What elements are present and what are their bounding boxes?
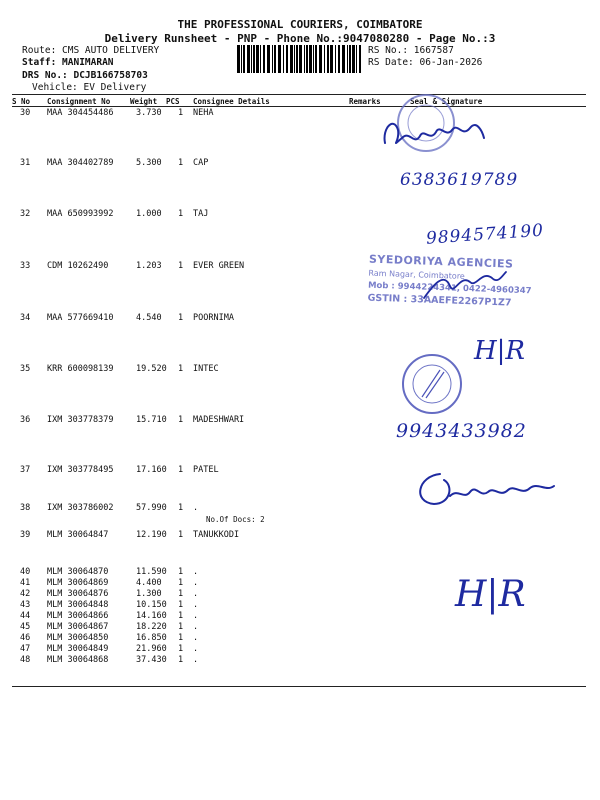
row-weight: 19.520 [136, 364, 167, 374]
signature-30 [380, 108, 490, 158]
handwritten-mark-35: H|R [474, 336, 526, 366]
barcode-bar [349, 45, 351, 73]
row-consignment: MLM 30064870 [47, 567, 109, 577]
row-sno: 41 [20, 578, 31, 588]
col-seal-signature: Seal & Signature [410, 97, 483, 106]
col-sno: S No [12, 97, 31, 106]
barcode-bar [327, 45, 329, 73]
row-weight: 21.960 [136, 644, 167, 654]
row-pcs: 1 [178, 600, 184, 610]
row-consignee: PATEL [193, 465, 219, 475]
barcode-bar [359, 45, 361, 73]
signature-32 [387, 221, 544, 252]
row-consignment: MLM 30064850 [47, 633, 109, 643]
bottom-rule [12, 686, 586, 687]
rs-number: RS No.: 1667587 [368, 45, 454, 56]
row-consignee: . [193, 655, 199, 665]
barcode-bar [296, 45, 298, 73]
barcode-bar [356, 45, 357, 73]
barcode-bar [335, 45, 336, 73]
row-weight: 15.710 [136, 415, 167, 425]
barcode-bar [286, 45, 288, 73]
barcode-bar [256, 45, 259, 73]
signature-36 [396, 420, 527, 442]
row-sno: 32 [20, 209, 31, 219]
row-consignee: MADESHWARI [193, 415, 245, 425]
vehicle-label: Vehicle: EV Delivery [32, 82, 147, 93]
barcode-bar [342, 45, 345, 73]
agency-gstin: GSTIN : 33AAEFE2267P1Z7 [367, 292, 512, 309]
row-pcs: 1 [178, 503, 184, 513]
row-sno: 35 [20, 364, 31, 374]
row-sno: 34 [20, 313, 31, 323]
row-pcs: 1 [178, 622, 184, 632]
row-sno: 36 [20, 415, 31, 425]
row-weight: 3.730 [136, 108, 162, 118]
route-label: Route: CMS AUTO DELIVERY [22, 45, 160, 56]
barcode-bar [251, 45, 252, 73]
row-consignment: MLM 30064869 [47, 578, 109, 588]
row-sno: 44 [20, 611, 31, 621]
row-pcs: 1 [178, 578, 184, 588]
row-consignee: POORNIMA [193, 313, 234, 323]
row-consignee: . [193, 633, 199, 643]
col-remarks: Remarks [349, 97, 381, 106]
row-weight: 1.203 [136, 261, 162, 271]
barcode [237, 45, 363, 73]
row-consignee: . [193, 567, 199, 577]
row-consignee: INTEC [193, 364, 219, 374]
row-weight: 1.300 [136, 589, 162, 599]
row-pcs: 1 [178, 313, 184, 323]
signature-33 [420, 262, 510, 306]
handwritten-mark-40: H|R [455, 574, 526, 615]
row-weight: 4.400 [136, 578, 162, 588]
row-consignment: MAA 650993992 [47, 209, 114, 219]
row-weight: 4.540 [136, 313, 162, 323]
col-pcs: PCS [166, 97, 180, 106]
row-consignment: MAA 304454486 [47, 108, 114, 118]
barcode-bar [324, 45, 325, 73]
staff-label: Staff: MANIMARAN [22, 57, 114, 68]
col-consignee: Consignee Details [193, 97, 270, 106]
row-weight: 57.990 [136, 503, 167, 513]
row-sno: 46 [20, 633, 31, 643]
row-consignment: IXM 303786002 [47, 503, 114, 513]
row-pcs: 1 [178, 530, 184, 540]
barcode-bar [338, 45, 340, 73]
barcode-bar [352, 45, 355, 73]
row-sno: 31 [20, 158, 31, 168]
row-consignee: NEHA [193, 108, 214, 118]
barcode-bar [313, 45, 314, 73]
row-consignment: MLM 30064848 [47, 600, 109, 610]
row-pcs: 1 [178, 261, 184, 271]
row-sno: 48 [20, 655, 31, 665]
barcode-bar [272, 45, 273, 73]
row-consignment: MLM 30064849 [47, 644, 109, 654]
row-consignee: . [193, 578, 199, 588]
barcode-bar [290, 45, 293, 73]
row-consignment: IXM 303778495 [47, 465, 114, 475]
signature-31 [400, 170, 518, 190]
row-pcs: 1 [178, 567, 184, 577]
barcode-bar [283, 45, 284, 73]
document-title: THE PROFESSIONAL COURIERS, COIMBATORE [177, 18, 423, 31]
row-sno: 45 [20, 622, 31, 632]
row-consignment: MAA 304402789 [47, 158, 114, 168]
document-subtitle: Delivery Runsheet - PNP - Phone No.:9047080280 - Page No.:3 [104, 32, 496, 45]
barcode-bar [267, 45, 270, 73]
row-consignment: MLM 30064876 [47, 589, 109, 599]
row-pcs: 1 [178, 611, 184, 621]
row-sno: 42 [20, 589, 31, 599]
barcode-bar [278, 45, 281, 73]
row-pcs: 1 [178, 108, 184, 118]
row-pcs: 1 [178, 364, 184, 374]
row-pcs: 1 [178, 158, 184, 168]
barcode-bar [241, 45, 242, 73]
round-seal-35 [400, 352, 464, 416]
row-weight: 17.160 [136, 465, 167, 475]
row-sno: 38 [20, 503, 31, 513]
row-sno: 30 [20, 108, 31, 118]
barcode-bar [319, 45, 322, 73]
row-consignee: . [193, 611, 199, 621]
row-consignee: CAP [193, 158, 209, 168]
col-consignment: Consignment No [47, 97, 111, 106]
row-consignee: TAJ [193, 209, 209, 219]
barcode-bar [243, 45, 245, 73]
row-sno: 47 [20, 644, 31, 654]
barcode-bar [306, 45, 308, 73]
row-weight: 1.000 [136, 209, 162, 219]
row-weight: 18.220 [136, 622, 167, 632]
row-pcs: 1 [178, 465, 184, 475]
row-sno: 43 [20, 600, 31, 610]
signature-37 [410, 466, 560, 510]
signature-35 [474, 336, 525, 366]
row-consignment: KRR 600098139 [47, 364, 114, 374]
agency-mobile: Mob : 9944224341, 0422-4960347 [367, 280, 532, 297]
barcode-bar [260, 45, 261, 73]
header-rule [12, 94, 586, 95]
barcode-bar [263, 45, 265, 73]
row-consignee: . [193, 644, 199, 654]
row-weight: 14.160 [136, 611, 167, 621]
drs-label: DRS No.: DCJB166758703 [22, 70, 148, 81]
row-pcs: 1 [178, 644, 184, 654]
barcode-bar [253, 45, 255, 73]
row-weight: 16.850 [136, 633, 167, 643]
rs-date: RS Date: 06-Jan-2026 [368, 57, 483, 68]
row-consignee: . [193, 503, 199, 513]
row-weight: 37.430 [136, 655, 167, 665]
agency-address: Ram Nagar, Coimbatore [368, 268, 465, 281]
row-sno: 33 [20, 261, 31, 271]
row-weight: 11.590 [136, 567, 167, 577]
row-consignment: IXM 303778379 [47, 415, 114, 425]
row-consignment: MLM 30064868 [47, 655, 109, 665]
row-pcs: 1 [178, 415, 184, 425]
agency-name: SYEDORIYA AGENCIES [368, 252, 514, 271]
barcode-bar [294, 45, 295, 73]
barcode-bar [247, 45, 250, 73]
handwritten-phone-31: 6383619789 [400, 170, 519, 190]
row-consignment: MAA 577669410 [47, 313, 114, 323]
row-consignee: . [193, 600, 199, 610]
header-underline [12, 106, 586, 107]
row-pcs: 1 [178, 655, 184, 665]
barcode-bar [330, 45, 333, 73]
row-consignee: EVER GREEN [193, 261, 245, 271]
row-sno: 40 [20, 567, 31, 577]
barcode-bar [315, 45, 317, 73]
row-pcs: 1 [178, 633, 184, 643]
row-consignment: MLM 30064866 [47, 611, 109, 621]
row-weight: 12.190 [136, 530, 167, 540]
row-pcs: 1 [178, 589, 184, 599]
row-consignee: TANUKKODI [193, 530, 240, 540]
docs-count: No.Of Docs: 2 [206, 515, 265, 524]
row-consignee: . [193, 589, 199, 599]
signature-40 [455, 574, 526, 615]
barcode-bar [299, 45, 302, 73]
row-pcs: 1 [178, 209, 184, 219]
barcode-bar [274, 45, 276, 73]
row-consignment: MLM 30064867 [47, 622, 109, 632]
barcode-bar [347, 45, 348, 73]
handwritten-phone-32: 9894574190 [425, 220, 545, 249]
row-weight: 5.300 [136, 158, 162, 168]
row-consignee: . [193, 622, 199, 632]
barcode-bar [309, 45, 312, 73]
row-sno: 39 [20, 530, 31, 540]
barcode-bar [237, 45, 240, 73]
row-consignment: MLM 30064847 [47, 530, 109, 540]
col-weight: Weight [130, 97, 158, 106]
row-weight: 10.150 [136, 600, 167, 610]
handwritten-phone-36: 9943433982 [396, 420, 527, 442]
barcode-bar [304, 45, 305, 73]
row-consignment: CDM 10262490 [47, 261, 109, 271]
row-sno: 37 [20, 465, 31, 475]
